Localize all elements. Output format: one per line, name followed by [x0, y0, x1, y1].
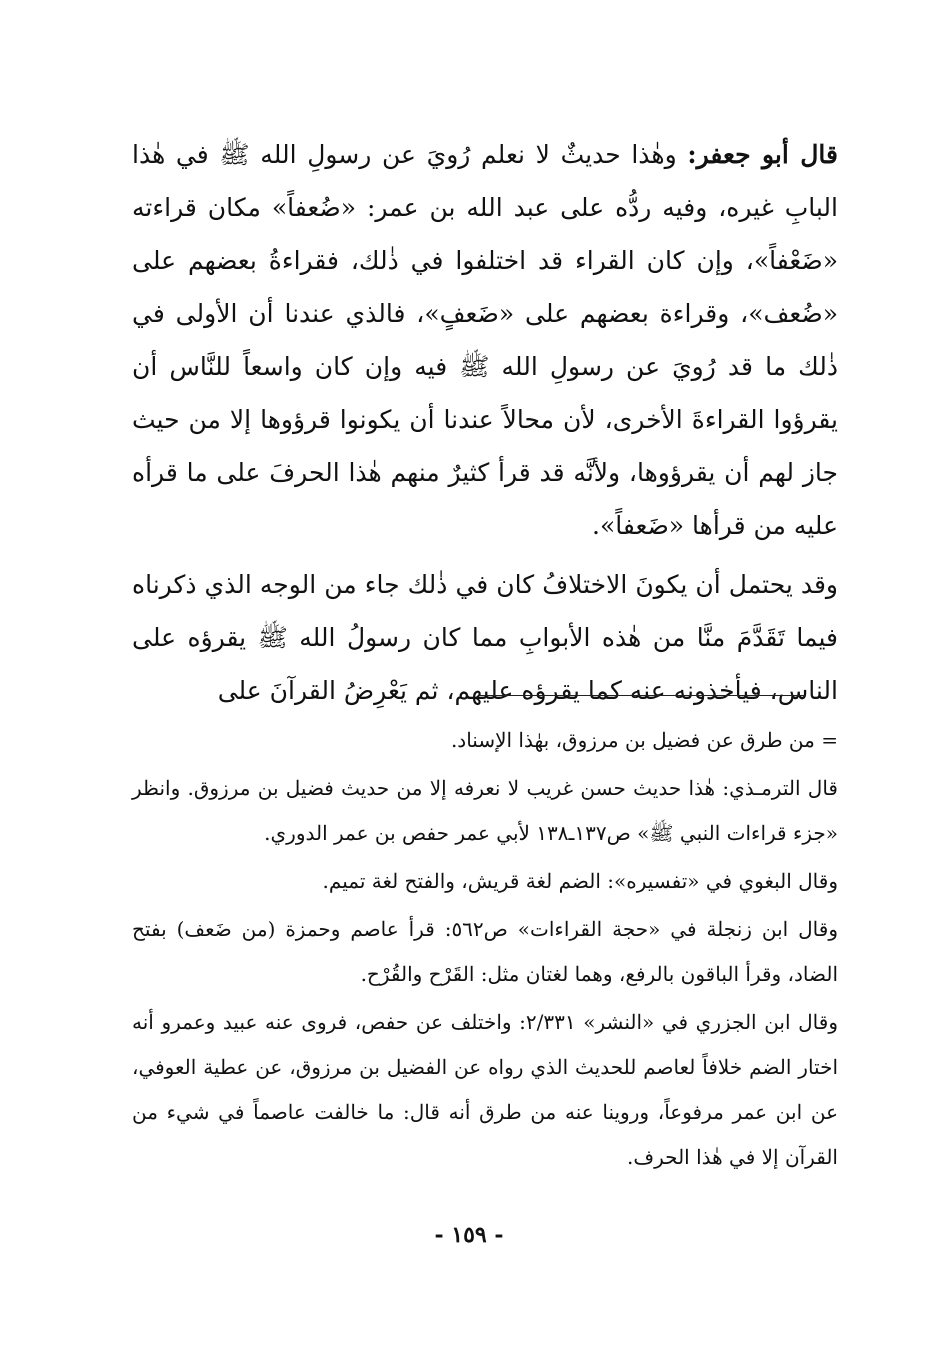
paragraph-1-body: وهٰذا حديثٌ لا نعلم رُويَ عن رسولِ الله ﷺ في هٰذا البابِ غيره، وفيه ردُّه على عبد الله بن عمر: «ضُعفاً» مكان قراءته «ضَعْفاً»، وإن كان القراء قد اختلفوا في ذٰلك، فقراءةُ بعضهم على «ضُعف»، وقراءة بعضهم على «ضَعفٍ»، فالذي عندنا أن الأولى في ذٰلك ما قد رُويَ عن رسولِ الله ﷺ فيه وإن كان واسعاً للنَّاس أن يقرؤوا القراءةَ الأخرى، لأن محالاً عندنا أن يكونوا قرؤوها إلا من حيث جاز لهم أن يقرؤوها، ولأنَّه قد قرأ كثيرٌ منهم هٰذا الحرفَ على ما قرأه عليه من قرأها «ضَعفاً». — [132, 140, 838, 540]
footnote-line: وقال ابن الجزري في «النشر» ٢/٣٣١: واختلف عن حفص، فروى عنه عبيد وعمرو أنه اختار الضم خلافاً لعاصم للحديث الذي رواه عن الفضيل بن مرزوق، عن عطية العوفي، عن ابن عمر مرفوعاً، وروينا عنه من طرق أنه قال: ما خالفت عاصماً في شيء من القرآن إلا في هٰذا الحرف. — [132, 1010, 838, 1169]
page-number: - ١٥٩ - — [434, 1222, 504, 1248]
footnote-separator — [480, 695, 806, 696]
paragraph-1 — [132, 128, 838, 552]
main-text — [132, 128, 838, 717]
footnote-line: = من طرق عن فضيل بن مرزوق، بهٰذا الإسناد. — [450, 728, 838, 752]
footnote-line: قال الترمـذي: هٰذا حديث حسن غريب لا نعرفه إلا من حديث فضيل بن مرزوق. وانظر «جزء قراءات النبي ﷺ» ص١٣٧ـ١٣٨ لأبي عمر حفص بن عمر الدوري. — [132, 776, 838, 845]
speaker-lead: قال أبو جعفر: — [687, 140, 838, 169]
paragraph-2: وقد يحتمل أن يكونَ الاختلافُ كان في ذٰلك جاء من الوجه الذي ذكرناه فيما تَقَدَّمَ منَّا من هٰذه الأبوابِ مما كان رسولُ الله ﷺ يقرؤه على الناس، فيأخذونه عنه كما يقرؤه عليهم، ثم يَعْرِضُ القرآنَ على — [132, 570, 838, 705]
footnote-line: وقال ابن زنجلة في «حجة القراءات» ص٥٦٢: قرأ عاصم وحمزة (من ضَعف) بفتح الضاد، وقرأ الباقون بالرفع، وهما لغتان مثل: القَرْح والقُرْح. — [132, 917, 838, 986]
footnotes — [132, 718, 838, 1180]
footnote-line: وقال البغوي في «تفسيره»: الضم لغة قريش، والفتح لغة تميم. — [322, 869, 838, 893]
